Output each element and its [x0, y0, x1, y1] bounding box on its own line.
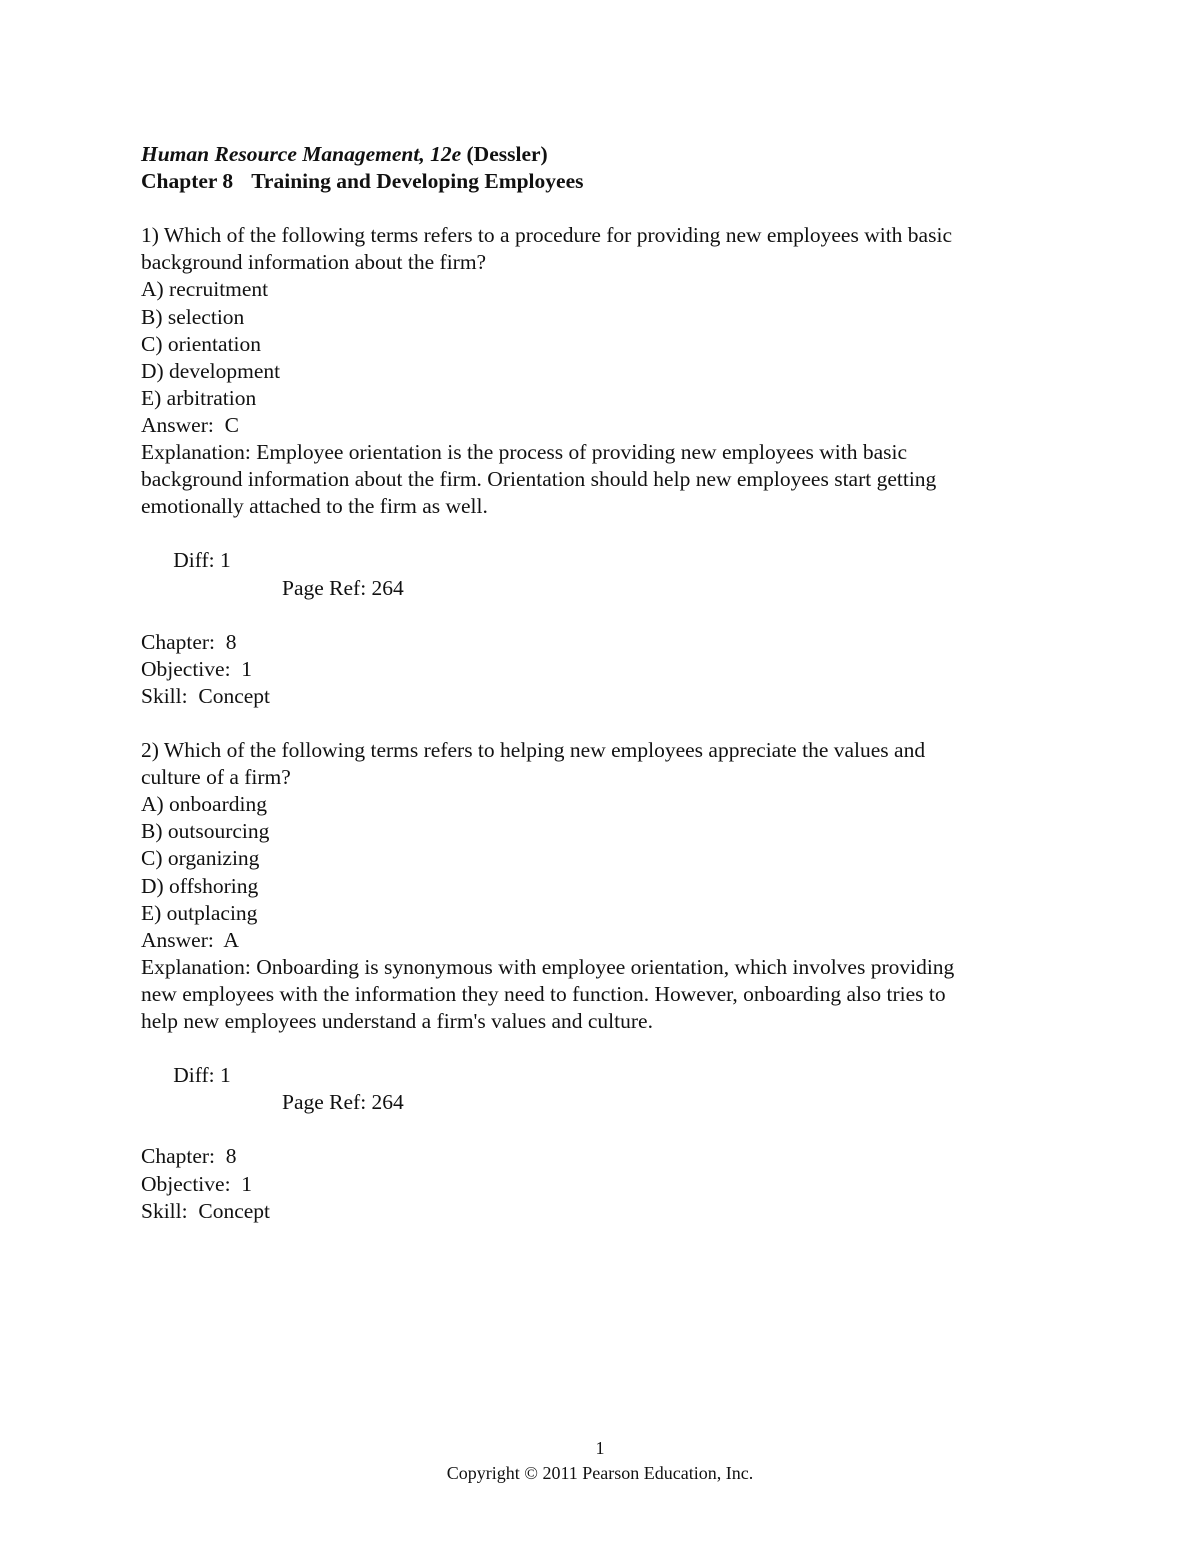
- book-author: (Dessler): [466, 142, 548, 166]
- copyright-notice: Copyright © 2011 Pearson Education, Inc.: [446, 1463, 754, 1483]
- explanation: emotionally attached to the firm as well.: [141, 494, 488, 519]
- chapter-tag: Chapter: 8: [141, 629, 237, 654]
- answer-option-c: C) organizing: [141, 846, 260, 871]
- book-title-line: [141, 141, 1061, 168]
- explanation: Explanation: Onboarding is synonymous with employee orientation, which involves providing: [141, 954, 955, 979]
- difficulty: Diff: 1: [173, 1063, 231, 1088]
- answer-option-d: D) development: [141, 358, 281, 383]
- explanation: help new employees understand a firm's values and culture.: [141, 1009, 653, 1033]
- skill-tag: Skill: Concept: [141, 1198, 270, 1223]
- answer-option-e: E) arbitration: [141, 385, 257, 410]
- answer-option-e: E) outplacing: [141, 900, 258, 925]
- page-number: 1: [595, 1438, 605, 1458]
- explanation: background information about the firm. Orientation should help new employees start getting: [141, 467, 937, 492]
- answer-option-a: A) recruitment: [141, 277, 269, 302]
- answer-option-b: B) outsourcing: [141, 819, 270, 844]
- answer-key: Answer: A: [141, 927, 239, 952]
- objective-tag: Objective: 1: [141, 1171, 253, 1196]
- answer-option-d: D) offshoring: [141, 873, 259, 898]
- question-stem: 2) Which of the following terms refers to helping new employees appreciate the values and: [141, 738, 926, 763]
- answer-option-b: B) selection: [141, 304, 245, 329]
- question-stem: culture of a firm?: [141, 765, 291, 790]
- explanation: Explanation: Employee orientation is the process of providing new employees with basic: [141, 440, 908, 465]
- difficulty: Diff: 1: [173, 548, 231, 573]
- explanation: new employees with the information they need to function. However, onboarding also tries to: [141, 981, 946, 1006]
- answer-key: Answer: C: [141, 412, 239, 437]
- question-stem: background information about the firm?: [141, 250, 487, 275]
- chapter-label: Chapter 8: [141, 169, 234, 194]
- difficulty-row: [141, 520, 1061, 628]
- question-2: [141, 737, 1061, 1225]
- answer-option-a: A) onboarding: [141, 792, 267, 817]
- skill-tag: Skill: Concept: [141, 683, 270, 708]
- difficulty-row: [141, 1035, 1061, 1143]
- page-content: [141, 141, 1061, 1225]
- question-stem: 1) Which of the following terms refers to a procedure for providing new employees with basic: [141, 223, 952, 248]
- chapter-heading: [141, 168, 1061, 195]
- book-title: Human Resource Management, 12e: [141, 142, 462, 166]
- page-ref: Page Ref: 264: [282, 1090, 404, 1115]
- question-1: [141, 222, 1061, 710]
- page-ref: Page Ref: 264: [282, 575, 404, 600]
- chapter-title: Training and Developing Employees: [251, 169, 584, 194]
- answer-option-c: C) orientation: [141, 331, 262, 356]
- objective-tag: Objective: 1: [141, 656, 253, 681]
- chapter-tag: Chapter: 8: [141, 1144, 237, 1169]
